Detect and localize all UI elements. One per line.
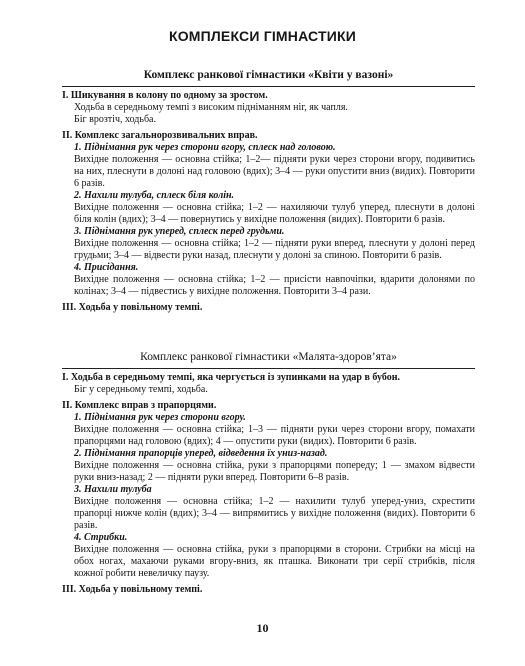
exercise-title: 1. Піднімання рук через сторони вгору. <box>74 412 246 423</box>
page-title: КОМПЛЕКСИ ГІМНАСТИКИ <box>168 28 357 44</box>
part-heading: І. Ходьба в середньому темпі, яка чергується із зупинками на удар в бубон. <box>62 372 400 383</box>
exercise-title: 4. Присідання. <box>74 262 139 273</box>
exercise-text: Вихідне положення — основна стійка; 1–2— підняти руки через сторони вгору, подивитись на них, плеснути в долоні над головою (вдих); 3–4 — руки опустити вниз (видих). Повторити 6 разів. <box>74 154 475 189</box>
exercise-text: Вихідне положення — основна стійка; 1–2 — нахиляючи тулуб уперед, плеснути в долоні біля колін (вдих); 3–4 — повернутись у вихідне положення (видих). Повторити 6 разів. <box>74 202 475 225</box>
part-heading: ІІІ. Ходьба у повільному темпі. <box>62 584 203 595</box>
exercise-text: Вихідне положення — основна стійка; 1–2 — нахилити тулуб уперед-униз, схрестити прапорці нижче колін (вдих); 3–4 — випрямитись у вихідне положення (видих). Повторити 6 разів. <box>74 496 475 531</box>
exercise-title: 3. Піднімання рук уперед, сплеск перед грудьми. <box>74 226 285 237</box>
exercise-title: 4. Стрибки. <box>74 532 128 543</box>
part-heading: ІІ. Комплекс вправ з прапорцями. <box>62 400 217 411</box>
paragraph: Ходьба в середньому темпі з високим підніманням ніг, як чапля. <box>74 102 348 113</box>
page-number: 10 <box>256 621 269 635</box>
exercise-title: 1. Піднімання рук через сторони вгору, сплеск над головою. <box>74 142 336 153</box>
exercise-text: Вихідне положення — основна стійка; 1–3 — підняти руки через сторони вгору, помахати прапорцями над головою (вдих); 4 — опустити руки (видих). Повторити 6 разів. <box>74 424 475 447</box>
section-title: Комплекс ранкової гімнастики «Квіти у вазоні» <box>62 68 475 87</box>
part-heading: ІІ. Комплекс загальнорозвивальних вправ. <box>62 130 258 141</box>
part-heading: ІІІ. Ходьба у повільному темпі. <box>62 302 203 313</box>
exercise-title: 2. Піднімання прапорців уперед, відведення їх униз-назад. <box>74 448 328 459</box>
section-healthy-kids <box>62 350 475 596</box>
paragraph: Біг у середньому темпі, ходьба. <box>74 384 208 395</box>
paragraph: Біг врозтіч, ходьба. <box>74 114 156 125</box>
exercise-title: 3. Нахили тулуба <box>74 484 152 495</box>
exercise-text: Вихідне положення — основна стійка; 1–2 — підняти руки вперед, плеснути у долоні перед грудьми; 3–4 — відвести руки назад, плеснути у долоні за спиною. Повторити 6 разів. <box>74 238 475 261</box>
part-heading: І. Шикування в колону по одному за зростом. <box>62 90 268 101</box>
exercise-text: Вихідне положення — основна стійка, руки з прапорцями в сторони. Стрибки на місці на обох ногах, махаючи руками вгору-вниз, як пташка. Виконати три серії стрибків, після кожної робити невеличку паузу. <box>74 544 475 579</box>
section-title: Комплекс ранкової гімнастики «Малята-здоров’ята» <box>62 350 475 369</box>
exercise-title: 2. Нахили тулуба, сплеск біля колін. <box>74 190 235 201</box>
exercise-text: Вихідне положення — основна стійка; 1–2 — присісти навпочіпки, вдарити долонями по колінах; 3–4 — підвестись у вихідне положення. Повторити 3–4 рази. <box>74 274 475 297</box>
exercise-text: Вихідне положення — основна стійка, руки з прапорцями попереду; 1 — змахом відвести руки вниз-назад; 2 — підняти руки вперед. Повторити 6–8 разів. <box>74 460 475 483</box>
section-morning-flowers <box>62 68 475 314</box>
